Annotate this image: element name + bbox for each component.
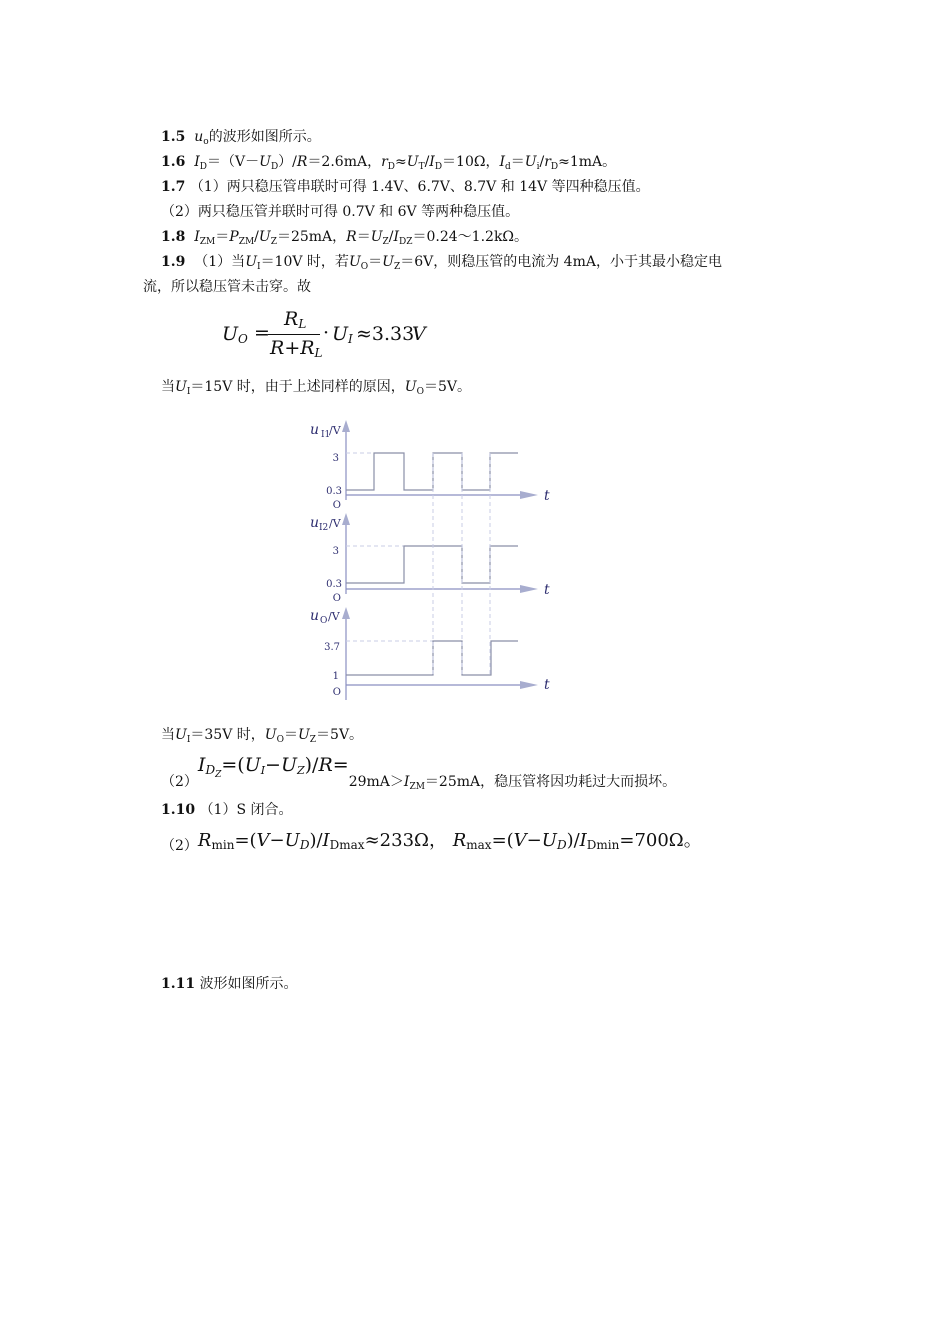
eq-ui: U <box>332 323 349 345</box>
eq-v: V <box>256 830 270 851</box>
s: ZM <box>409 782 425 792</box>
t: ＝6V，则稳压管的电流为 4mA，小于其最小稳定电 <box>400 254 722 270</box>
eq-close: )/ <box>309 830 323 851</box>
item-1-9 <box>161 253 722 271</box>
t: ＝25mA， <box>276 229 347 245</box>
axis-arrow-x <box>520 491 538 499</box>
signal-ui2 <box>346 546 518 583</box>
eq-minus: − <box>269 830 285 851</box>
s: I <box>186 735 191 745</box>
t: 当 <box>161 727 175 743</box>
s: D <box>199 162 208 172</box>
label-u: u <box>310 515 320 531</box>
eq-d: D <box>205 763 216 777</box>
eq-v: V <box>513 830 527 851</box>
s: O <box>276 735 284 745</box>
t: 29mA＞ <box>348 774 404 790</box>
t: ＝15V 时，由于上述同样的原因， <box>190 379 405 395</box>
tick-low: 0.3 <box>326 579 342 590</box>
s: D <box>387 162 396 172</box>
t: 当 <box>161 379 175 395</box>
s: Z <box>382 237 389 247</box>
t: ＝10V 时，若 <box>260 254 349 270</box>
eq-i: I <box>322 830 330 851</box>
eq-sub: min <box>211 838 235 852</box>
eq-r: R <box>452 830 467 851</box>
item-1-7 <box>161 178 650 196</box>
t: U <box>348 254 361 270</box>
t: ＝0.24～1.2kΩ。 <box>412 229 529 245</box>
eq-i: I <box>197 754 206 776</box>
t: I <box>194 229 200 245</box>
eq-den1: R <box>270 337 285 359</box>
item-1-6 <box>161 153 616 171</box>
eq-equals: = <box>254 322 270 344</box>
s: D <box>434 162 443 172</box>
t: U <box>259 154 271 170</box>
axis-arrow-y <box>342 420 350 432</box>
t: U <box>175 379 187 395</box>
time-label: t <box>544 582 550 598</box>
axis-arrow-x <box>520 585 538 593</box>
eq-close: )/ <box>566 830 580 851</box>
panel-ui1 <box>310 420 550 511</box>
s: I <box>186 387 191 397</box>
sub: o <box>203 137 209 147</box>
signal-uo <box>346 641 518 675</box>
text: （1）两只稳压管串联时可得 1.4V、6.7V、8.7V 和 14V 等四种稳压值。 <box>189 179 650 195</box>
t: ＝5V。 <box>316 727 364 743</box>
eq-value: ≈3.33 <box>356 323 415 345</box>
s: ZM <box>199 237 216 247</box>
item-1-8 <box>161 228 528 246</box>
fraction-bar <box>268 334 320 335</box>
item-number: 1.11 <box>161 976 196 992</box>
eq-ui: U <box>244 754 261 776</box>
text: 的波形如图所示。 <box>208 129 321 145</box>
origin-label: O <box>332 687 341 698</box>
t: U <box>524 154 537 170</box>
t: I <box>403 774 410 790</box>
item-number: 1.9 <box>161 254 186 270</box>
tick-low: 0.3 <box>326 486 342 497</box>
tick-high: 3 <box>332 546 339 557</box>
t: U <box>175 727 187 743</box>
tick-high: 3.7 <box>324 642 340 653</box>
paren: （2） <box>161 838 198 854</box>
text: 波形如图所示。 <box>199 976 298 992</box>
t: I <box>393 229 400 245</box>
s: O <box>360 262 369 272</box>
item-number: 1.5 <box>161 129 186 145</box>
s: T <box>418 162 425 172</box>
origin-label: O <box>332 593 341 604</box>
eq-sub: Dmin <box>586 838 620 852</box>
paren: （2） <box>161 774 198 790</box>
origin-label: O <box>332 500 341 511</box>
eq-minus: − <box>265 754 281 776</box>
label-unit: /V <box>328 610 340 623</box>
item-number: 1.6 <box>161 154 186 170</box>
para-rmin-rmax <box>161 832 702 862</box>
t: r <box>544 154 551 170</box>
label-unit: /V <box>329 517 341 530</box>
eq-num-sub: L <box>298 317 307 331</box>
label-unit: /V <box>329 424 341 437</box>
time-label: t <box>544 488 550 504</box>
eq-open: =( <box>234 830 257 851</box>
t: I <box>499 154 505 170</box>
para-idz <box>161 754 677 792</box>
s: i <box>536 162 540 172</box>
t: ≈1mA。 <box>558 154 617 170</box>
var: u <box>194 129 204 145</box>
eq-sub: max <box>466 838 492 852</box>
eq-open: =( <box>491 830 514 851</box>
text: （1）S 闭合。 <box>199 802 293 818</box>
t: ）/ <box>278 154 297 170</box>
eq-uz-sub: Z <box>296 764 305 777</box>
s: O <box>416 387 424 397</box>
alignment-dashes <box>433 453 490 675</box>
eq-lhs: U <box>222 323 239 345</box>
panel-uo <box>310 607 550 700</box>
label-u: u <box>310 608 320 624</box>
t: U <box>258 229 271 245</box>
eq-r: R <box>318 754 333 776</box>
t: U <box>406 154 419 170</box>
t: U <box>245 254 257 270</box>
t: U <box>370 229 383 245</box>
eq-plus: + <box>284 337 301 359</box>
eq-uz: U <box>280 754 297 776</box>
t: ＝25mA，稳压管将因功耗过大而损坏。 <box>424 774 677 790</box>
t: r <box>381 154 388 170</box>
t: （1）当 <box>194 254 246 270</box>
t: ＝5V。 <box>423 379 471 395</box>
t: I <box>194 154 200 170</box>
axis-arrow-x <box>520 681 538 689</box>
t: U <box>404 379 417 395</box>
para-ui-35v <box>161 726 363 744</box>
s: I <box>257 262 261 272</box>
panel-ui2 <box>310 513 550 604</box>
s: DZ <box>399 237 413 247</box>
s: Z <box>270 237 277 247</box>
item-number: 1.8 <box>161 229 186 245</box>
t: P <box>229 229 239 245</box>
eq-sub: D <box>299 838 310 852</box>
para-ui-15v <box>161 378 471 396</box>
item-number: 1.10 <box>161 802 196 818</box>
t: U <box>297 727 310 743</box>
t: / <box>254 229 259 245</box>
item-number: 1.7 <box>161 179 186 195</box>
item-1-9-line2: 流，所以稳压管未击穿。故 <box>143 279 311 295</box>
t: ＝35V 时， <box>190 727 265 743</box>
eq-den2-sub: L <box>314 346 323 360</box>
eq-sub: D <box>556 838 567 852</box>
s: D <box>550 162 559 172</box>
t: ＝ <box>356 229 371 245</box>
eq-den2: R <box>300 337 315 359</box>
t: I <box>429 154 435 170</box>
label-sub: O <box>320 616 328 626</box>
eq-z: Z <box>215 770 222 780</box>
t: ＝ <box>368 254 383 270</box>
eq-dot: · <box>323 322 330 344</box>
t: ＝ <box>283 727 298 743</box>
signal-ui1 <box>346 453 518 490</box>
t: ＝ <box>510 154 525 170</box>
s: ZM <box>238 237 255 247</box>
item-1-10 <box>161 801 293 819</box>
eq-open: =( <box>221 754 245 776</box>
eq-r: R <box>197 830 212 851</box>
t: ＝2.6mA， <box>307 154 382 170</box>
eq-value: ≈233Ω， <box>364 830 447 851</box>
eq-lhs-sub: O <box>238 332 248 346</box>
axis-arrow-y <box>342 607 350 619</box>
eq-ui-sub: I <box>260 764 266 777</box>
t: / <box>388 229 394 245</box>
label-sub: I1 <box>321 430 331 440</box>
label-u: u <box>310 422 320 438</box>
t: R <box>296 154 308 170</box>
eq-ui-sub: I <box>348 332 353 346</box>
label-sub: I2 <box>319 523 329 533</box>
item-1-11 <box>161 975 298 993</box>
eq-u: U <box>541 830 557 851</box>
t: ≈ <box>395 154 407 170</box>
eq-i: I <box>579 830 587 851</box>
time-label: t <box>544 677 550 693</box>
eq-num: R <box>284 308 299 330</box>
t: ＝10Ω， <box>442 154 500 170</box>
eq-minus: − <box>526 830 542 851</box>
axis-arrow-y <box>342 513 350 525</box>
t: U <box>264 727 277 743</box>
eq-sub: Dmax <box>329 838 365 852</box>
eq-u: U <box>284 830 300 851</box>
item-1-7-line2: （2）两只稳压管并联时可得 0.7V 和 6V 等两种稳压值。 <box>161 204 520 220</box>
s: Z <box>393 262 401 272</box>
s: Z <box>309 735 317 745</box>
eq-equals: = <box>332 754 349 776</box>
item-1-5 <box>161 128 321 146</box>
eq-value: =700Ω。 <box>619 830 702 851</box>
equation-uo <box>222 308 442 368</box>
tick-high: 3 <box>332 453 339 464</box>
t: ＝（V－ <box>207 154 260 170</box>
t: / <box>539 154 545 170</box>
t: / <box>424 154 430 170</box>
t: R <box>346 229 357 245</box>
t: U <box>382 254 394 270</box>
s: D <box>270 162 279 172</box>
tick-low: 1 <box>332 671 339 682</box>
eq-unit: V <box>412 323 426 345</box>
t: ＝ <box>215 229 230 245</box>
s: d <box>505 162 511 172</box>
eq-close: )/ <box>304 754 319 776</box>
